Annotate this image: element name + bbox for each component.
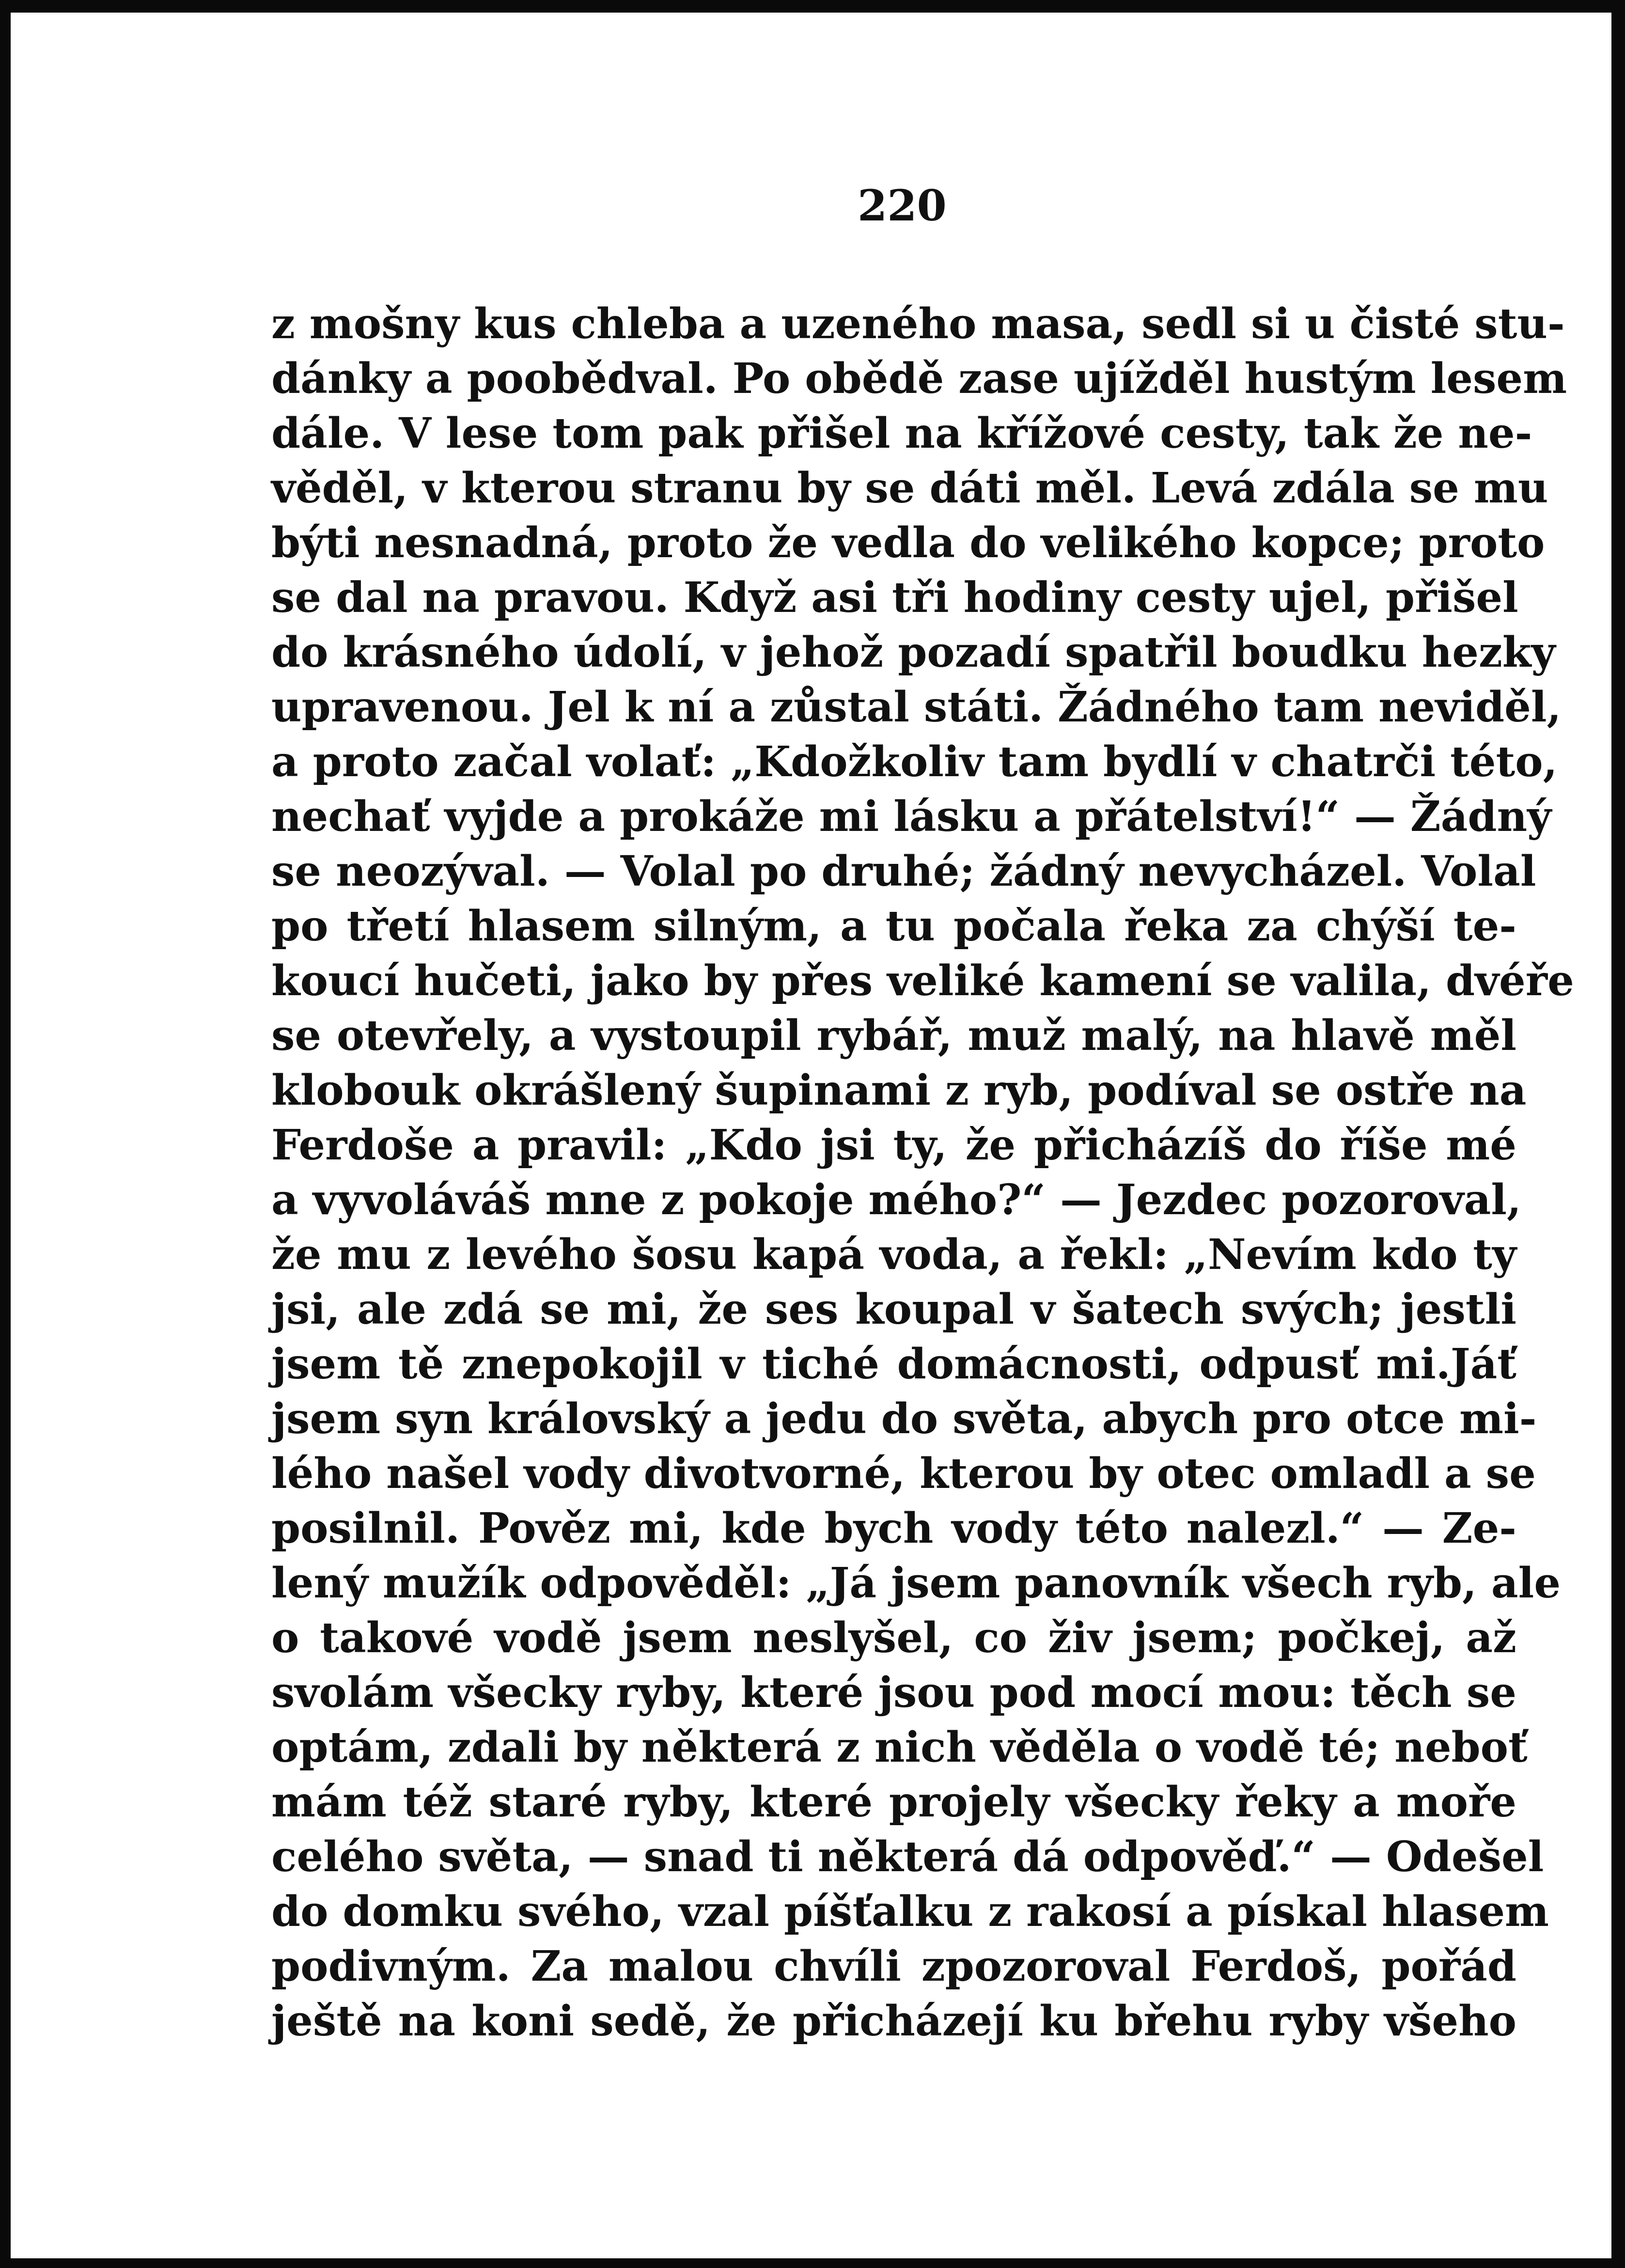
text-line: optám, zdali by některá z nich věděla o vodě té; neboť (271, 1723, 1528, 1772)
text-line: do domku svého, vzal píšťalku z rakosí a pískal hlasem (271, 1887, 1549, 1936)
text-line: mám též staré ryby, které projely všecky řeky a moře (271, 1778, 1516, 1827)
text-line: z mošny kus chleba a uzeného masa, sedl si u čisté stu- (271, 299, 1565, 348)
text-line: dánky a poobědval. Po obědě zase ujížděl hustým lesem (271, 354, 1567, 403)
scan-border-right (1611, 0, 1625, 2268)
text-line: celého světa, — snad ti některá dá odpověď.“ — Odešel (271, 1832, 1544, 1881)
body-text (271, 297, 1574, 2049)
text-line: a proto začal volať: „Kdožkoliv tam bydlí v chatrči této, (271, 737, 1558, 786)
text-line: jsi, ale zdá se mi, že ses koupal v šatech svých; jestli (271, 1285, 1516, 1334)
text-line: ještě na koni sedě, že přicházejí ku břehu ryby všeho (271, 1997, 1516, 2046)
text-line: svolám všecky ryby, které jsou pod mocí mou: těch se (271, 1668, 1516, 1717)
text-line: býti nesnadná, proto že vedla do velikého kopce; proto (271, 518, 1545, 567)
text-line: že mu z levého šosu kapá voda, a řekl: „Nevím kdo ty (271, 1230, 1516, 1279)
text-line: se dal na pravou. Když asi tři hodiny cesty ujel, přišel (271, 573, 1518, 622)
scan-border-bottom (0, 2258, 1625, 2268)
text-line: nechať vyjde a prokáže mi lásku a přátelství!“ — Žádný (271, 792, 1552, 841)
text-line: se neozýval. — Volal po druhé; žádný nevycházel. Volal (271, 847, 1536, 896)
page-number: 220 (858, 180, 947, 231)
text-line: věděl, v kterou stranu by se dáti měl. Levá zdála se mu (271, 464, 1548, 513)
text-line: podivným. Za malou chvíli zpozoroval Ferdoš, pořád (271, 1942, 1516, 1991)
text-line: jsem tě znepokojil v tiché domácnosti, odpusť mi.Jáť (271, 1340, 1516, 1389)
text-line: lého našel vody divotvorné, kterou by otec omladl a se (271, 1449, 1536, 1498)
text-line: koucí hučeti, jako by přes veliké kamení se valila, dvéře (271, 956, 1574, 1005)
text-line: upravenou. Jel k ní a zůstal státi. Žádného tam neviděl, (271, 683, 1562, 732)
text-line: po třetí hlasem silným, a tu počala řeka za chýší te- (271, 902, 1516, 951)
text-line: lený mužík odpověděl: „Já jsem panovník všech ryb, ale (271, 1559, 1561, 1608)
scan-border-top (0, 0, 1625, 13)
text-line: dále. V lese tom pak přišel na křížové cesty, tak že ne- (271, 409, 1532, 458)
text-line: Ferdoše a pravil: „Kdo jsi ty, že přicházíš do říše mé (271, 1121, 1516, 1170)
text-line: do krásného údolí, v jehož pozadí spatřil boudku hezky (271, 628, 1556, 677)
text-line: o takové vodě jsem neslyšel, co živ jsem; počkej, až (271, 1613, 1516, 1662)
scan-border-left (0, 0, 11, 2268)
text-line: jsem syn královský a jedu do světa, abych pro otce mi- (271, 1394, 1537, 1443)
text-line: klobouk okrášlený šupinami z ryb, podíval se ostře na (271, 1066, 1527, 1115)
text-line: se otevřely, a vystoupil rybář, muž malý, na hlavě měl (271, 1011, 1516, 1060)
text-line: posilnil. Pověz mi, kde bych vody této nalezl.“ — Ze- (271, 1504, 1516, 1553)
text-line: a vyvoláváš mne z pokoje mého?“ — Jezdec pozoroval, (271, 1175, 1521, 1224)
